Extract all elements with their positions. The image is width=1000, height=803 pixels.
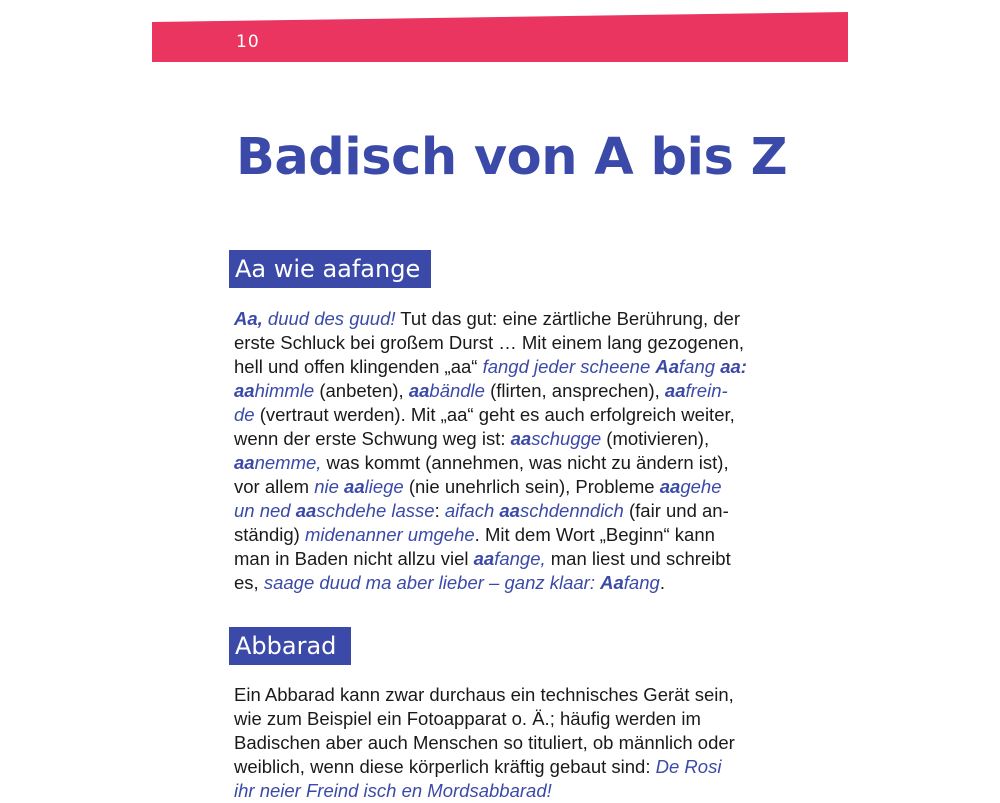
dialect-term: midenanner umgehe — [304, 524, 475, 545]
text-run: ständig) — [234, 524, 305, 545]
dialect-term: aifach — [444, 500, 500, 521]
text-run: wenn der erste Schwung weg ist: — [234, 428, 511, 449]
text-line — [234, 379, 774, 403]
text-run: man in Baden nicht allzu viel — [234, 548, 474, 569]
text-run: erste Schluck bei großem Durst … Mit einem lang gezogenen, — [234, 332, 745, 353]
dialect-term: ihr neier Freind isch en Mordsabbarad! — [234, 780, 552, 801]
dialect-term: aa — [234, 380, 255, 401]
text-run: (vertraut werden). Mit „aa“ geht es auch erfolgreich weiter, — [254, 404, 735, 425]
text-line — [234, 427, 774, 451]
text-run: weiblich, wenn diese körperlich kräftig gebaut sind: — [234, 756, 656, 777]
dialect-term: aa — [295, 500, 317, 521]
dialect-term: aa — [499, 500, 520, 521]
dialect-term: nemme, — [254, 452, 322, 473]
section-body-abbarad — [234, 683, 774, 803]
dialect-term: aa: — [720, 356, 747, 377]
dialect-term: bändle — [429, 380, 485, 401]
text-line — [234, 499, 774, 523]
text-run: Ein Abbarad kann zwar durchaus ein technisches Gerät sein, — [234, 684, 734, 705]
dialect-term: frein- — [685, 380, 728, 401]
dialect-term: schdehe lasse — [316, 500, 435, 521]
text-run: (motivieren), — [601, 428, 710, 449]
dialect-term: schdenndich — [519, 500, 624, 521]
text-run: . — [659, 572, 665, 593]
dialect-term: aa — [344, 476, 365, 497]
text-run: Badischen aber auch Menschen so tituliert, ob männlich oder — [234, 732, 735, 753]
dialect-term: fange, — [494, 548, 546, 569]
dialect-term: fangd jeder scheene — [482, 356, 656, 377]
text-line — [234, 451, 774, 475]
text-run: man liest und schreibt — [545, 548, 731, 569]
dialect-term: aa — [234, 452, 255, 473]
text-line — [234, 547, 774, 571]
dialect-term: De Rosi — [655, 756, 722, 777]
dialect-term: aa — [473, 548, 495, 569]
dialect-term: aa — [659, 476, 681, 497]
dialect-term: fang — [679, 356, 721, 377]
text-run: Tut das gut: eine zärtliche Berührung, der — [395, 308, 741, 329]
text-run: was kommt (annehmen, was nicht zu ändern ist), — [321, 452, 729, 473]
section-heading-abbarad: Abbarad — [229, 627, 351, 665]
text-line — [234, 779, 774, 803]
dialect-term: un ned — [234, 500, 296, 521]
text-run: . Mit dem Wort „Beginn“ kann — [474, 524, 715, 545]
text-run: wie zum Beispiel ein Fotoapparat o. Ä.; häufig werden im — [234, 708, 701, 729]
text-run: vor allem — [234, 476, 315, 497]
text-line — [234, 707, 774, 731]
text-line — [234, 571, 774, 595]
dialect-term: fang — [623, 572, 660, 593]
dialect-term: schugge — [531, 428, 602, 449]
dialect-term: gehe — [680, 476, 722, 497]
text-run: (flirten, ansprechen), — [484, 380, 665, 401]
dialect-term: himmle — [254, 380, 315, 401]
dialect-term: Aa, — [234, 308, 263, 329]
text-run: hell und offen klingenden „aa“ — [234, 356, 483, 377]
text-line — [234, 403, 774, 427]
dialect-term: liege — [364, 476, 404, 497]
text-run: : — [434, 500, 445, 521]
text-line — [234, 523, 774, 547]
page-number: 10 — [236, 32, 260, 52]
text-run: es, — [234, 572, 264, 593]
text-line — [234, 355, 774, 379]
text-line — [234, 755, 774, 779]
dialect-term: nie — [314, 476, 345, 497]
text-line — [234, 307, 774, 331]
text-run: (fair und an- — [623, 500, 729, 521]
dialect-term: aa — [408, 380, 430, 401]
text-run: (nie unehrlich sein), Probleme — [403, 476, 660, 497]
text-line — [234, 731, 774, 755]
text-run: (anbeten), — [314, 380, 409, 401]
section-heading-aa: Aa wie aafange — [229, 250, 431, 288]
dialect-term: aa — [510, 428, 532, 449]
section-body-aa — [234, 307, 774, 595]
text-line — [234, 475, 774, 499]
text-line — [234, 683, 774, 707]
page-title: Badisch von A bis Z — [236, 128, 788, 187]
dialect-term: de — [234, 404, 255, 425]
dialect-term: aa — [664, 380, 686, 401]
dialect-term: Aa — [655, 356, 680, 377]
dialect-term: Aa — [600, 572, 624, 593]
dialect-term: saage duud ma aber lieber – ganz klaar: — [263, 572, 601, 593]
dialect-term: duud des guud! — [262, 308, 396, 329]
text-line — [234, 331, 774, 355]
